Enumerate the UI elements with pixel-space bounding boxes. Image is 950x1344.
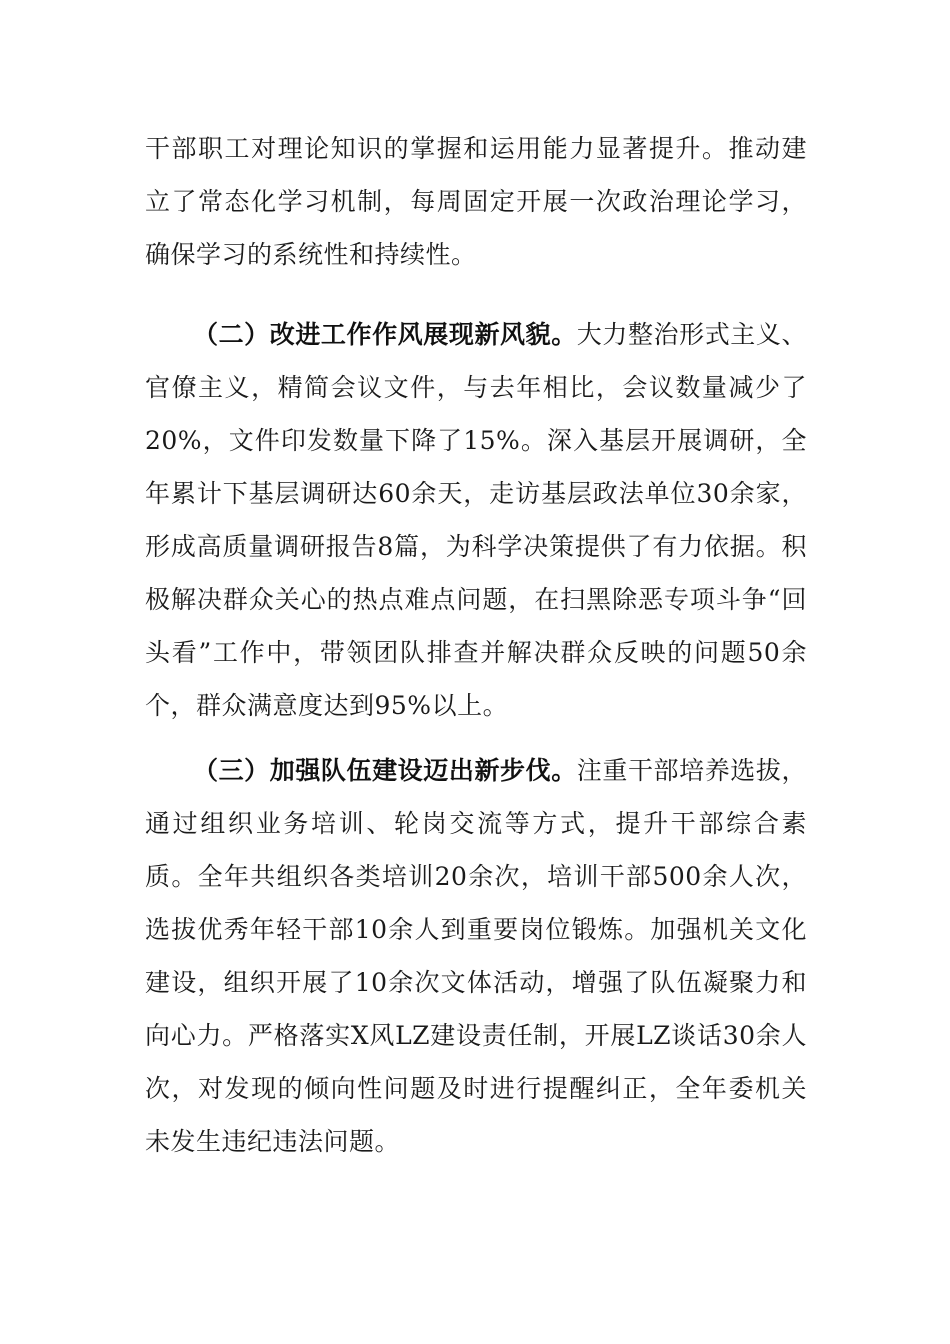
paragraph-body: 大力整治形式主义、官僚主义，精简会议文件，与去年相比，会议数量减少了20%，文件印发数量下降了15%。深入基层开展调研，全年累计下基层调研达60余天，走访基层政法单位30余家，形成高质量调研报告8篇，为科学决策提供了有力依据。积极解决群众关心的热点难点问题，在扫黑除恶专项斗争“回头看”工作中，带领团队排查并解决群众反映的问题50余个，群众满意度达到95%以上。: [145, 320, 807, 720]
paragraph-body: 注重干部培养选拔，通过组织业务培训、轮岗交流等方式，提升干部综合素质。全年共组织各类培训20余次，培训干部500余人次，选拔优秀年轻干部10余人到重要岗位锻炼。加强机关文化建设，组织开展了10余次文体活动，增强了队伍凝聚力和向心力。严格落实X风LZ建设责任制，开展LZ谈话30余人次，对发现的倾向性问题及时进行提醒纠正，全年委机关未发生违纪违法问题。: [145, 756, 807, 1156]
paragraph-work-style: [145, 308, 807, 732]
section-heading: （二）改进工作作风展现新风貌。: [193, 320, 577, 349]
section-heading: （三）加强队伍建设迈出新步伐。: [193, 756, 577, 785]
paragraph-team-building: [145, 744, 807, 1168]
paragraph-continuation: [145, 122, 807, 281]
paragraph-body: 干部职工对理论知识的掌握和运用能力显著提升。推动建立了常态化学习机制，每周固定开展一次政治理论学习，确保学习的系统性和持续性。: [145, 134, 807, 269]
